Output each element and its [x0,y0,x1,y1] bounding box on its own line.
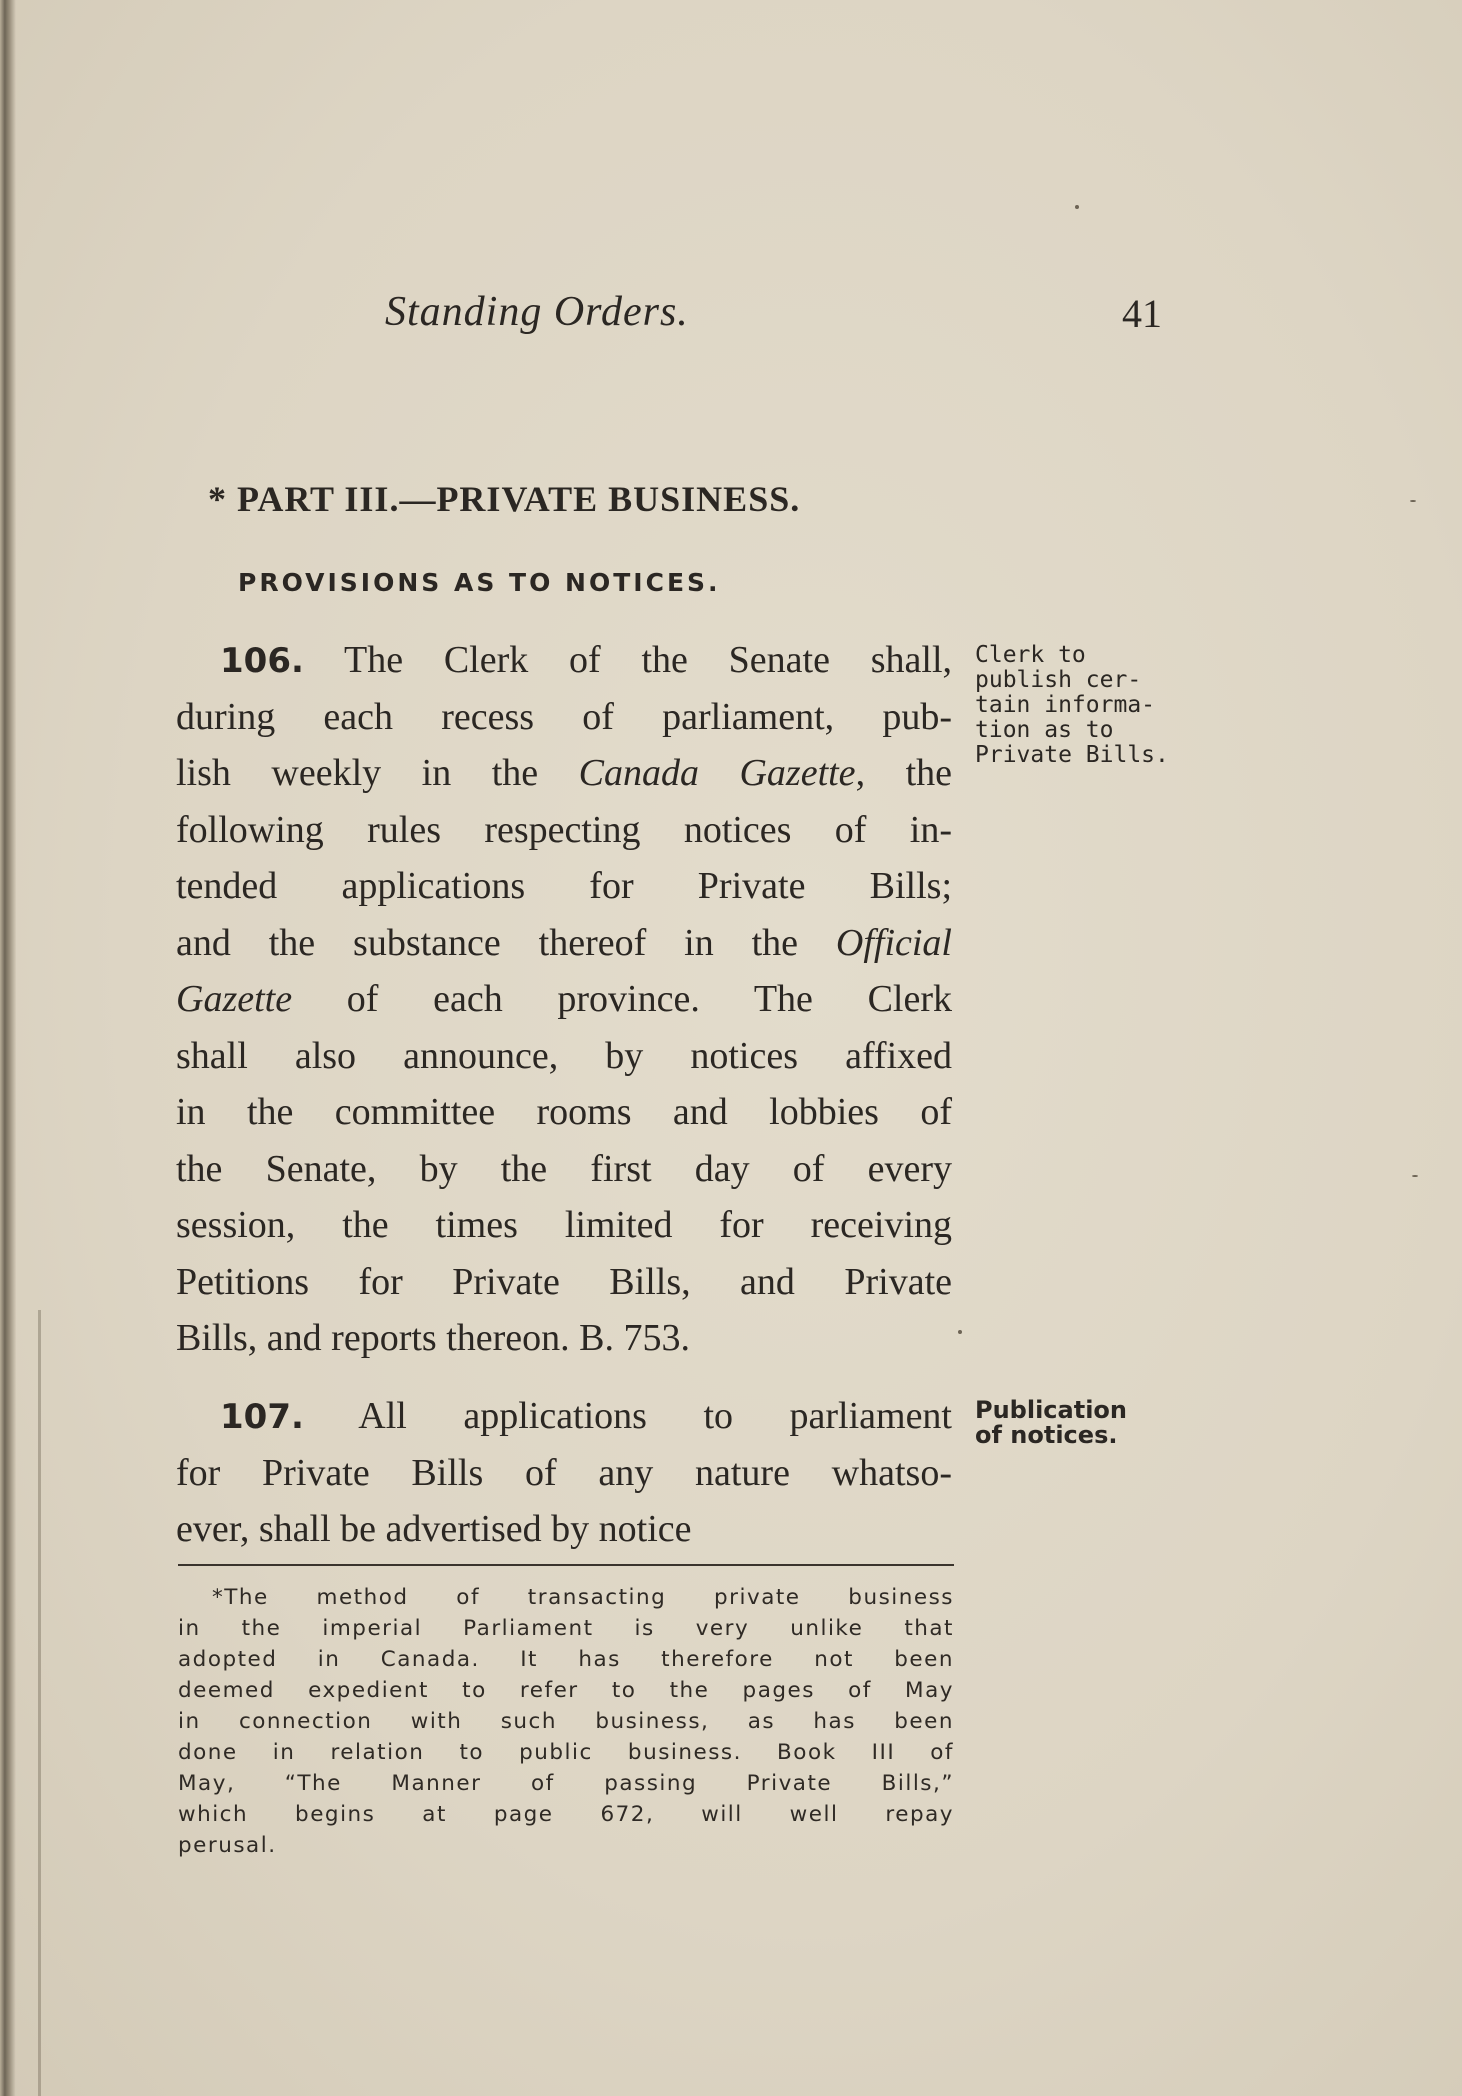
body-line: for Private Bills of any nature whatso- [176,1451,952,1494]
body-line: session, the times limited for receiving [176,1204,952,1246]
footnote-line: in the imperial Parliament is very unlike that [178,1616,954,1641]
footnote-line: May, “The Manner of passing Private Bills,” [178,1771,954,1796]
footnote-line: which begins at page 672, will well repay [178,1802,954,1827]
paper-speck [1075,205,1079,209]
paper-speck [1412,1175,1418,1177]
body-line: in the committee rooms and lobbies of [176,1091,952,1133]
part-title: * PART III.—PRIVATE BUSINESS. [208,479,801,519]
body-line: Bills, and reports thereon. B. 753. [176,1317,690,1359]
body-line: tended applications for Private Bills; [176,865,952,907]
body-line: Gazette of each province. The Clerk [176,978,952,1020]
body-line: during each recess of parliament, pub- [176,695,952,738]
section-number: 106. [220,641,304,681]
spine-shadow [38,1310,41,2096]
book-spine [0,0,16,2096]
margin-note-line: of notices. [975,1421,1118,1449]
footnote-line: deemed expedient to refer to the pages of May [178,1678,954,1703]
body-line: Petitions for Private Bills, and Private [176,1260,952,1303]
body-line [220,638,952,683]
footnote-rule [178,1564,954,1566]
margin-note-line: Publication [975,1396,1128,1424]
paper-speck [958,1330,962,1334]
body-line [220,1394,952,1439]
footnote-line: *The method of transacting private business [212,1585,954,1610]
body-line: and the substance thereof in the Official [176,921,952,964]
margin-note-line: tain informa- [975,692,1156,718]
body-line: ever, shall be advertised by notice [176,1508,692,1550]
body-line: the Senate, by the first day of every [176,1147,952,1190]
margin-note-line: tion as to [975,717,1114,743]
margin-note-line: Private Bills. [975,742,1169,768]
line-text: All applications to parliament [303,1395,952,1437]
footnote-line: perusal. [178,1833,277,1858]
section-subtitle: PROVISIONS AS TO NOTICES. [238,568,721,597]
section-number: 107. [220,1397,304,1437]
body-line: shall also announce, by notices affixed [176,1034,952,1077]
body-line: lish weekly in the Canada Gazette, the [176,752,952,794]
running-head: Standing Orders. [385,289,689,335]
page-number: 41 [1122,291,1162,336]
line-text: The Clerk of the Senate shall, [303,639,952,681]
margin-note-line: Clerk to [975,642,1086,668]
footnote-line: done in relation to public business. Book III of [178,1740,954,1765]
footnote-line: in connection with such business, as has been [178,1709,954,1734]
footnote-line: adopted in Canada. It has therefore not been [178,1647,954,1672]
body-line: following rules respecting notices of in- [176,808,952,851]
margin-note-line: publish cer- [975,667,1142,693]
paper-speck [1410,500,1416,502]
